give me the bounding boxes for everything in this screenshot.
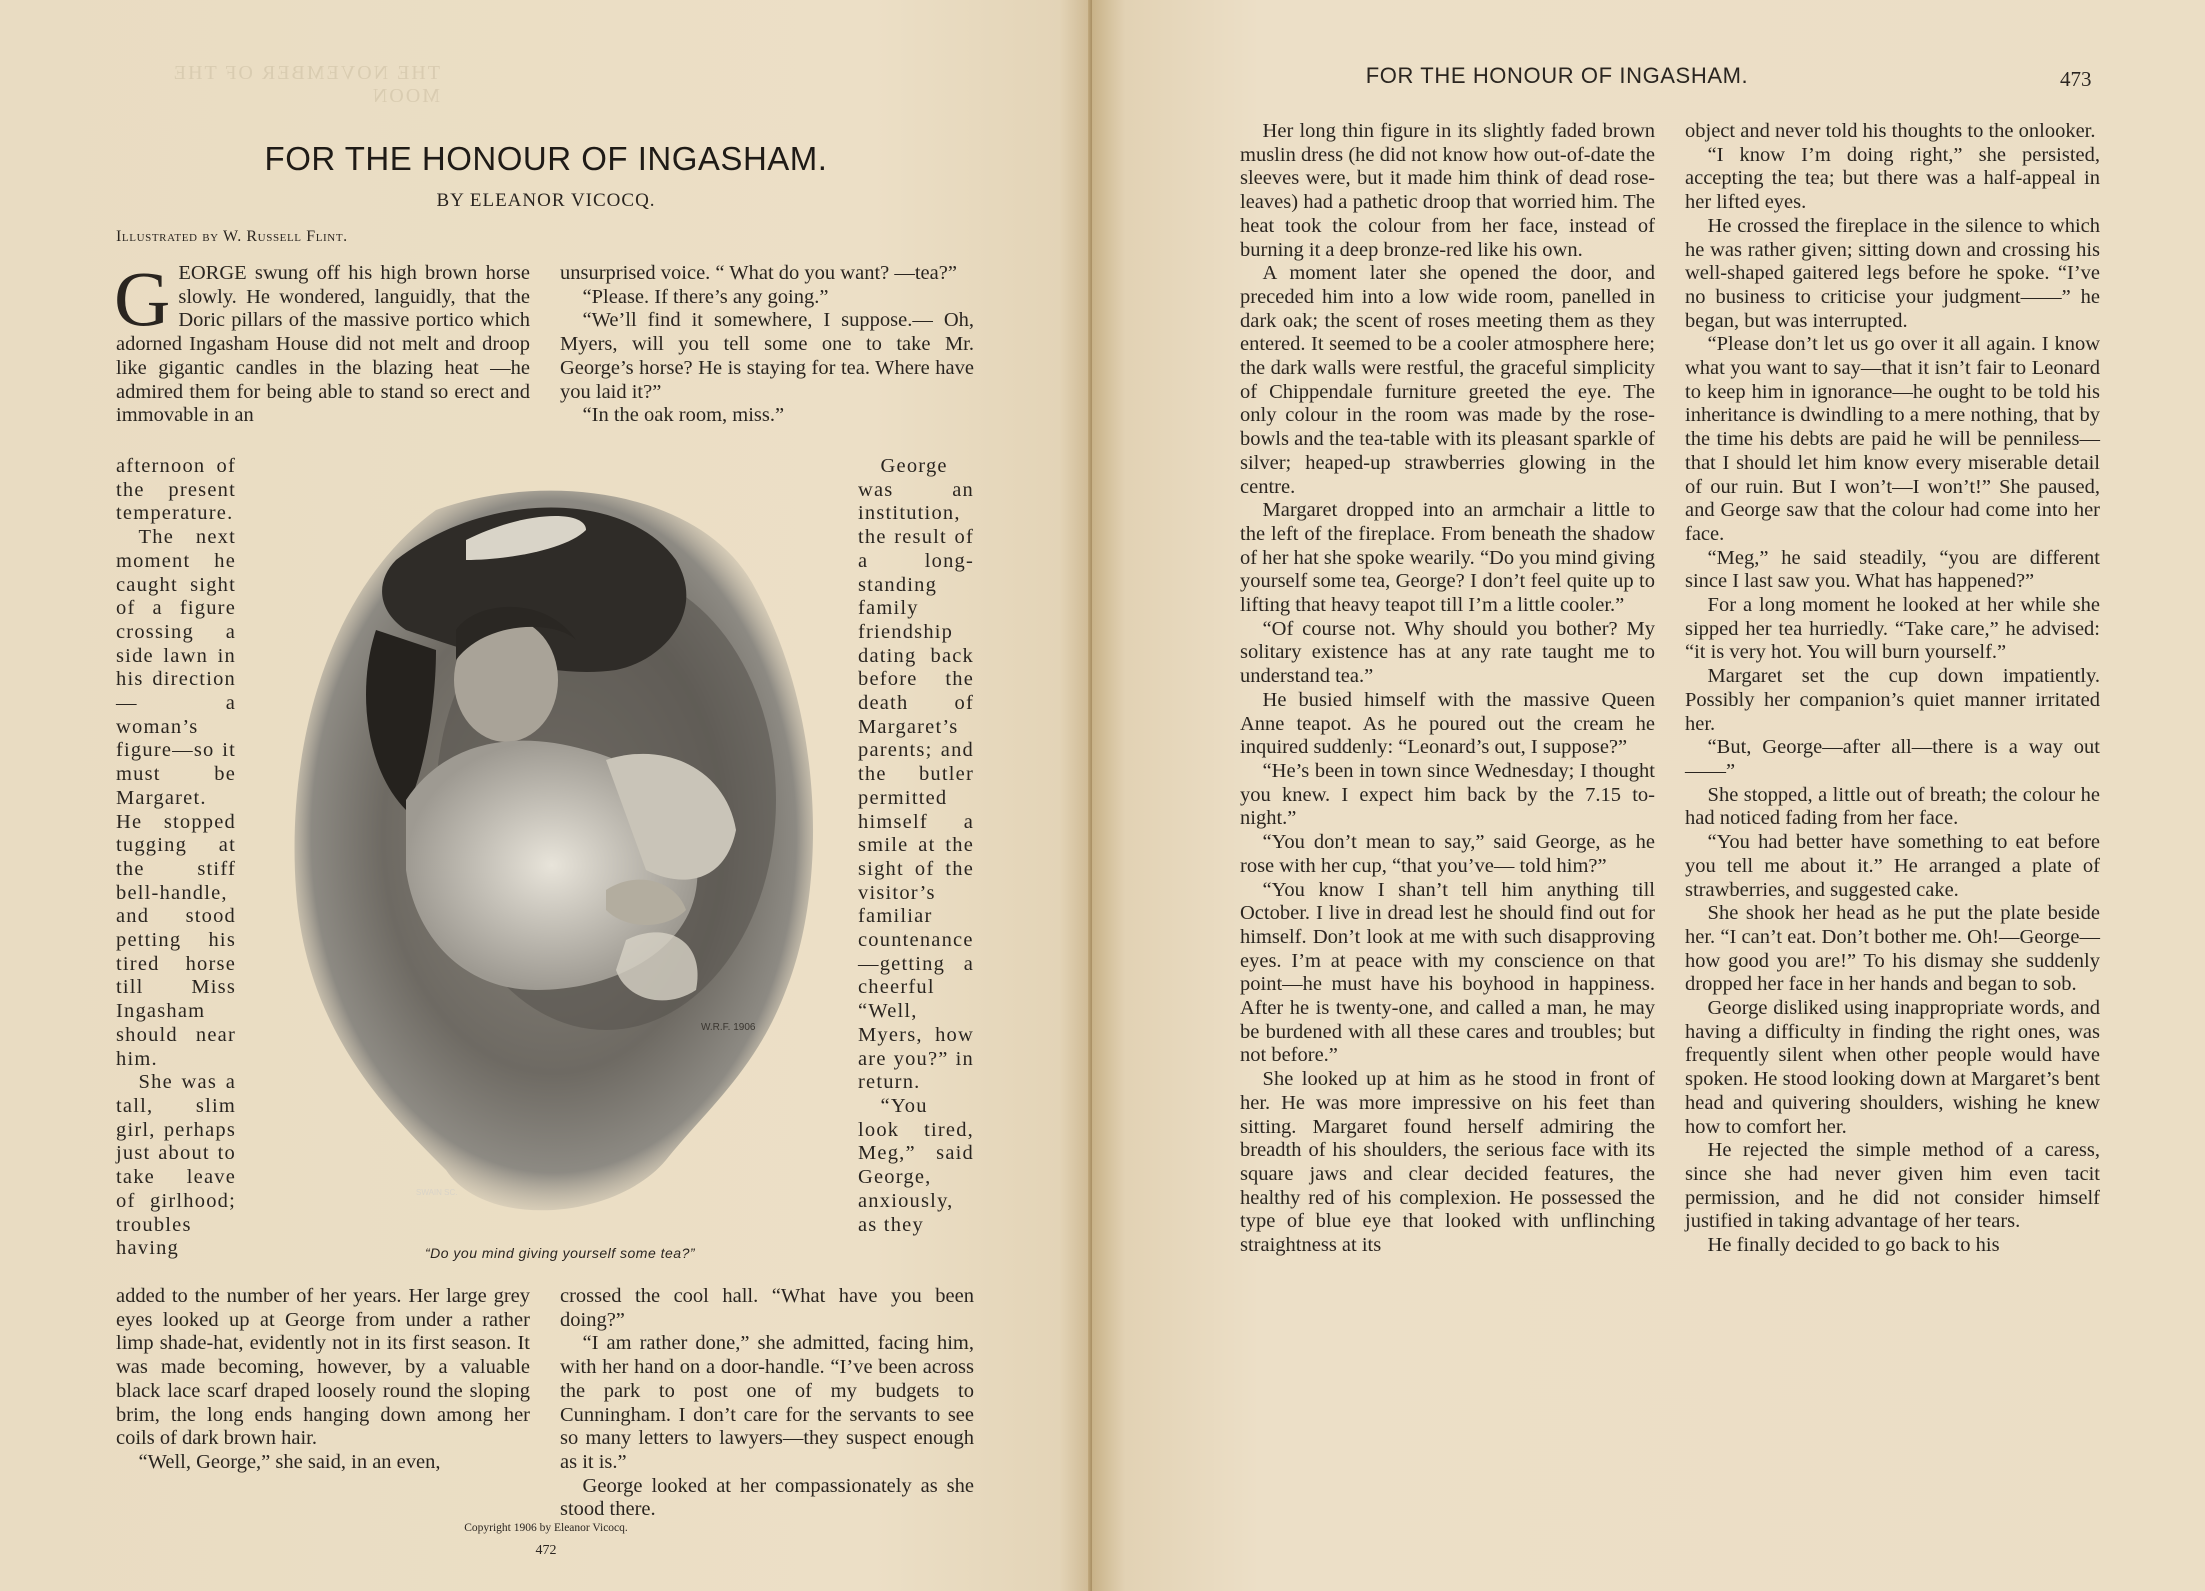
paragraph: crossed the cool hall. “What have you been doing?”: [560, 1285, 974, 1331]
paragraph: She was a tall, slim girl, perhaps just about to take leave of girlhood; troubles having: [116, 1071, 236, 1260]
paragraph-text: EORGE swung off his high brown horse slowly. He wondered, languidly, that the Doric pillars of the massive portico which adorned Ingasham House did not melt and droop like gigantic candles in the blazing heat —he admired them for being able to stand so erect and immovable in an: [116, 262, 530, 427]
paragraph: She shook her head as he put the plate beside her. “I can’t eat. Don’t bother me. Oh!—George—how good you are!” To his dismay she suddenly dropped her face in her hands and began to sob.: [1685, 902, 2100, 996]
paragraph: “Of course not. Why should you bother? My solitary existence has at any rate taught me to understand tea.”: [1240, 617, 1655, 688]
running-head: FOR THE HONOUR OF INGASHAM.: [1365, 63, 1749, 88]
copyright-notice: Copyright 1906 by Eleanor Vicocq.: [464, 1522, 628, 1534]
paragraph: “Please don’t let us go over it all again. I know what you want to say—that it isn’t fair to Leonard to keep him in ignorance—he ought to be told his inheritance is dwindling to a mere nothing, that by the time his debts are paid he will be penniless—that I should let him know every miserable detail of our ruin. But I won’t—I won’t!” She paused, and George saw that the colour had come into her face.: [1685, 333, 2100, 545]
illustration-caption: “Do you mind giving yourself some tea?”: [424, 1245, 696, 1261]
story-title: FOR THE HONOUR OF INGASHAM.: [264, 140, 828, 177]
right-col1: [1240, 120, 1655, 1258]
paragraph: “But, George—after all—there is a way out——”: [1685, 736, 2100, 782]
opening-paragraph: [114, 255, 530, 428]
paragraph: Her long thin figure in its slightly faded brown muslin dress (he did not know how out-of-date the sleeves were, but it made him think of dead rose-leaves) had a pathetic droop that worried him. The heat took the colour from her face, instead of burning it a deep bronze-red like his own.: [1240, 120, 1655, 261]
paragraph: He crossed the fireplace in the silence to which he was rather given; sitting down and crossing his well-shaped gaitered legs before he spoke. “I’ve no business to criticise your judgment——” he began, but was interrupted.: [1685, 214, 2100, 332]
paragraph: A moment later she opened the door, and preceded him into a low wide room, panelled in dark oak; the scent of roses meeting them as they entered. It seemed to be a cooler atmosphere here; the dark walls were restful, the graceful simplicity of Chippendale furniture greeted the eye. The only colour in the room was made by the rose-bowls and the tea-table with its pleasant sparkle of silver; heaped-up strawberries glowing in the centre.: [1240, 262, 1655, 498]
page-number-left: 472: [535, 1543, 557, 1558]
paragraph: “You look tired, Meg,” said George, anxiously, as they: [858, 1094, 974, 1236]
paragraph: He busied himself with the massive Queen Anne teapot. As he poured out the cream he inquired suddenly: “Leonard’s out, I suppose?”: [1240, 688, 1655, 759]
paragraph: George was an institution, the result of a long-standing family friendship dating back before the death of Margaret’s parents; and the butler permitted himself a smile at the sight of the visitor’s familiar countenance—getting a cheerful “Well, Myers, how are you?” in return.: [858, 455, 974, 1094]
paragraph: “We’ll find it somewhere, I suppose.— Oh, Myers, will you tell some one to take Mr. George’s horse? He is staying for tea. Where have you laid it?”: [560, 309, 974, 403]
bleed-through-text: THE NOVEMBER OF THE MOON: [171, 62, 440, 107]
paragraph: unsurprised voice. “ What do you want? —tea?”: [560, 262, 957, 284]
artist-signature: W.R.F. 1906: [701, 1022, 756, 1033]
paragraph: “I know I’m doing right,” she persisted, accepting the tea; but there was a half-appeal in her lifted eyes.: [1685, 143, 2100, 214]
left-col1-narrow: [116, 455, 236, 1261]
paragraph: “Please. If there’s any going.”: [582, 285, 829, 308]
left-page: [0, 0, 1092, 1591]
illustration-portrait: [286, 470, 826, 1230]
paragraph: She looked up at him as he stood in front of her. He was more impressive on his feet than sitting. Margaret found herself admiring the breadth of his shoulders, the serious face with its square jaws and clear decided features, the healthy red of his complexion. He possessed the type of blue eye that looked with unflinching straightness at its: [1240, 1068, 1655, 1257]
paragraph: “Meg,” he said steadily, “you are different since I last saw you. What has happened?”: [1685, 546, 2100, 593]
left-col1-top: [114, 255, 530, 428]
drop-cap: G: [114, 255, 171, 342]
paragraph: The next moment he caught sight of a figure crossing a side lawn in his direction — a woman’s figure—so it must be Margaret. He stopped tugging at the stiff bell-handle, and stood petting his tired horse till Miss Ingasham should near him.: [116, 526, 236, 1070]
engraver-mark: SWAIN SC.: [416, 1188, 458, 1197]
paragraph: Margaret dropped into an armchair a little to the left of the fireplace. From beneath the shadow of her hat she spoke wearily. “Do you mind giving yourself some tea, George? I don’t feel quite up to lifting that heavy teapot till I’m a little cooler.”: [1240, 499, 1655, 617]
paragraph: He rejected the simple method of a caress, since she had never given him even tacit permission, and he did not consider himself justified in taking advantage of her tears.: [1685, 1139, 2100, 1233]
paragraph: “You don’t mean to say,” said George, as he rose with her cup, “that you’ve— told him?”: [1240, 831, 1655, 877]
paragraph: She stopped, a little out of breath; the colour he had noticed fading from her face.: [1685, 783, 2100, 830]
paragraph: “You had better have something to eat before you tell me about it.” He arranged a plate of strawberries, and suggested cake.: [1685, 831, 2100, 901]
left-col2-bottom: [560, 1285, 974, 1522]
right-col2: [1685, 120, 2100, 1258]
byline: BY ELEANOR VICOCQ.: [436, 190, 656, 211]
left-col2-top: [560, 262, 974, 428]
paragraph: “I am rather done,” she admitted, facing him, with her hand on a door-handle. “I’ve been across the park to post one of my budgets to Cunningham. I don’t care for the servants to see so many letters to lawyers—they suspect enough as it is.”: [560, 1332, 974, 1473]
paragraph: He finally decided to go back to his: [1707, 1234, 2000, 1257]
paragraph: afternoon of the present temperature.: [116, 455, 236, 525]
left-col1-bottom: [116, 1285, 530, 1475]
paragraph: added to the number of her years. Her large grey eyes looked up at George from under a rather limp shade-hat, evidently not in its first season. It was made becoming, however, by a valuable black lace scarf draped loosely round the sloping brim, the long ends hanging down among her coils of dark brown hair.: [116, 1285, 530, 1450]
paragraph: “Well, George,” she said, in an even,: [138, 1450, 441, 1473]
illustrator-credit: Illustrated by W. Russell Flint.: [116, 228, 348, 245]
paragraph: George looked at her compassionately as she stood there.: [560, 1474, 974, 1521]
paragraph: “He’s been in town since Wednesday; I thought you knew. I expect him back by the 7.15 to-night.”: [1240, 759, 1655, 830]
paragraph: For a long moment he looked at her while she sipped her tea hurriedly. “Take care,” he advised: “it is very hot. You will burn yourself.”: [1685, 594, 2100, 664]
paragraph: “In the oak room, miss.”: [582, 404, 785, 427]
page-number-right: 473: [2060, 67, 2092, 91]
paragraph: Margaret set the cup down impatiently. Possibly her companion’s quiet manner irritated her.: [1685, 665, 2100, 735]
paragraph: object and never told his thoughts to the onlooker.: [1685, 120, 2096, 142]
paragraph: George disliked using inappropriate words, and having a difficulty in finding the right ones, was frequently silent when other people would have spoken. He stood looking down at Margaret’s bent head and quivering shoulders, wishing he knew how to comfort her.: [1685, 997, 2100, 1138]
left-col2-narrow: [858, 455, 974, 1237]
paragraph: “You know I shan’t tell him anything till October. I live in dread lest he should find out for himself. Don’t look at me with such disapproving eyes. I’m at peace with my conscience on that point—he must have his boyhood in happiness. After he is twenty-one, and called a man, he may be burdened with all these cares and troubles; but not before.”: [1240, 878, 1655, 1067]
